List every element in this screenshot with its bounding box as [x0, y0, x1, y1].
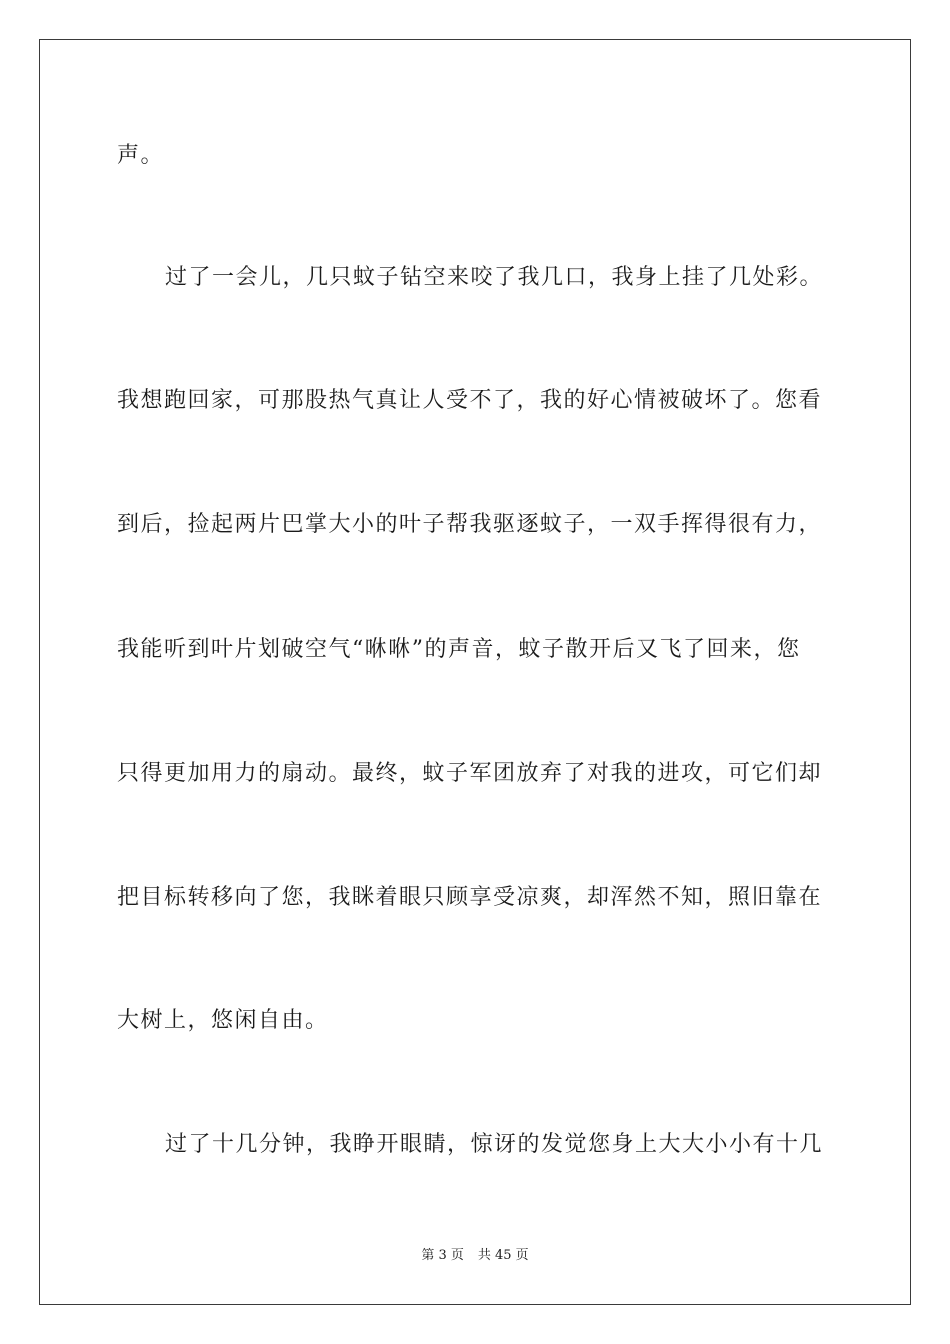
page-number: 第 3 页: [421, 1248, 464, 1263]
text-line: 声。: [117, 143, 165, 168]
text-line: 大树上，悠闲自由。: [117, 1008, 329, 1033]
text-line: 我想跑回家，可那股热气真让人受不了，我的好心情被破坏了。您看: [117, 388, 823, 413]
text-line: 我能听到叶片划破空气“咻咻”的声音，蚊子散开后又飞了回来，您: [117, 637, 801, 662]
text-line: 到后，捡起两片巴掌大小的叶子帮我驱逐蚊子，一双手挥得很有力，: [117, 512, 823, 537]
total-pages: 共 45 页: [477, 1248, 529, 1263]
page-border: [39, 39, 911, 1305]
paragraph-start-line: 过了十几分钟，我睁开眼睛，惊讶的发觉您身上大大小小有十几: [165, 1132, 824, 1157]
page-footer: [0, 1247, 950, 1265]
text-line: 把目标转移向了您，我眯着眼只顾享受凉爽，却浑然不知，照旧靠在: [117, 885, 823, 910]
paragraph-start-line: 过了一会儿，几只蚊子钻空来咬了我几口，我身上挂了几处彩。: [165, 265, 824, 290]
text-line: 只得更加用力的扇动。最终，蚊子军团放弃了对我的进攻，可它们却: [117, 761, 823, 786]
